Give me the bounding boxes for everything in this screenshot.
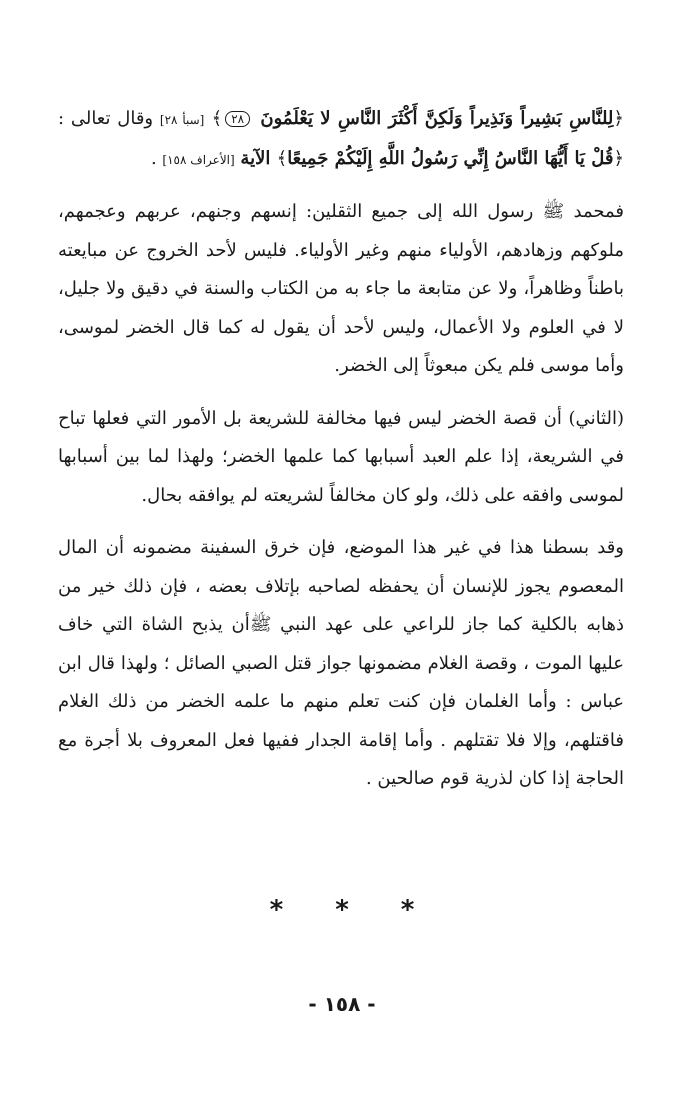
quran-verse-saba (204, 108, 624, 129)
verse-araf-text: قُلْ يَا أَيُّهَا النَّاسُ إِنِّي رَسُولُ اللَّهِ إِلَيْكُمْ جَمِيعًا (287, 147, 614, 169)
paragraph-4: وقد بسطنا هذا في غير هذا الموضع، فإن خرق السفينة مضمونه أن المال المعصوم يجوز للإنسان أن يحفظه لصاحبه بإتلاف بعضه ، فإن ذلك خير من ذهابه بالكلية كما جاز للراعي على عهد النبي ﷺأن يذبح الشاة التي خاف عليها الموت ، وقصة الغلام مضمونها جواز قتل الصبي الصائل ؛ ولهذا قال ابن عباس : وأما الغلمان فإن كنت تعلم منهم ما علمه الخضر من ذلك الغلام فاقتلهم، وإلا فلا تقتلهم . وأما إقامة الجدار ففيها فعل المعروف بلا أجرة مع الحاجة إذا كان لذرية قوم صالحين . (58, 537, 624, 789)
paragraph-3: (الثاني) أن قصة الخضر ليس فيها مخالفة للشريعة بل الأمور التي فعلها تباح في الشريعة، إذا علم العبد أسبابها كما علمها الخضر؛ ولهذا لما بين أسبابها لموسى وافقه على ذلك، ولو كان مخالفاً لشريعته لم يوافقه بحال. (58, 407, 624, 506)
verse-open-bracket: ﴿ (613, 108, 624, 129)
connector-text: وقال تعالى : (58, 108, 154, 129)
paragraph-1-end: . (150, 147, 157, 169)
paragraph-1 (58, 100, 624, 179)
verse-open-bracket: ﴿ (613, 147, 624, 169)
verse-close-bracket: ﴾ (211, 108, 223, 129)
page-number: - ١٥٨ - (308, 992, 376, 1016)
verse-saba-text: لِلنَّاسِ بَشِيراً وَنَذِيراً وَلَكِنَّ أَكْثَرَ النَّاسِ لا يَعْلَمُونَ (260, 108, 614, 129)
separator-star: * (269, 895, 284, 925)
quran-verse-araf (270, 148, 624, 169)
verse-reference-saba: [سبأ ٢٨] (159, 113, 205, 127)
verse-close-bracket: ﴾ (276, 147, 288, 169)
ayah-number-badge: ٢٨ (225, 111, 250, 127)
separator-star: * (400, 895, 415, 925)
paragraph-2: فمحمد ﷺ رسول الله إلى جميع الثقلين: إنسهم وجنهم، عربهم وعجمهم، ملوكهم وزهادهم، الأولياء منهم وغير الأولياء. فليس لأحد الخروج عن مبايعته باطناً وظاهراً، ولا عن متابعة ما جاء به من الكتاب والسنة في دقيق ولا جليل، لا في العلوم ولا الأعمال، وليس لأحد أن يقول له كما قال الخضر لموسى، وأما موسى فلم يكن مبعوثاً إلى الخضر. (58, 201, 624, 376)
page-body (58, 100, 624, 799)
verse-tail: الآية (240, 147, 271, 169)
verse-reference-araf: [الأعراف ١٥٨] (162, 152, 235, 167)
separator-star: * (335, 895, 349, 925)
section-separator (0, 895, 684, 925)
